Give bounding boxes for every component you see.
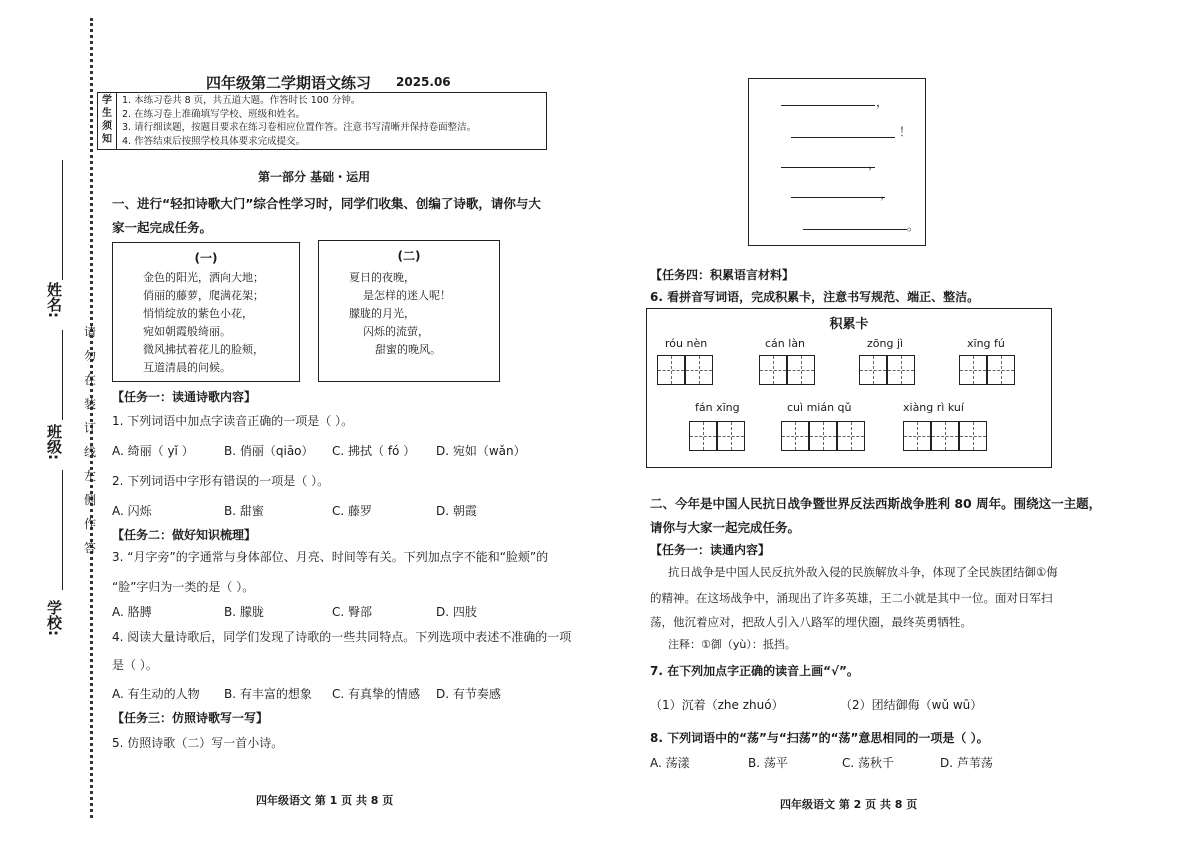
q4-option-d: D. 有节奏感: [436, 687, 501, 701]
poem-2-title: (二): [397, 249, 421, 263]
write-cell[interactable]: [887, 355, 915, 385]
poem-line: 是怎样的迷人呢！: [363, 289, 451, 302]
poem-line: 俏丽的藤萝，爬满花架；: [143, 289, 264, 302]
q2-option-a: A. 闪烁: [112, 504, 152, 518]
frame-punct: 。: [907, 219, 920, 233]
q3-option-b: B. 朦胧: [224, 605, 264, 619]
card-title: 积累卡: [829, 317, 869, 332]
write-cell[interactable]: [689, 421, 717, 451]
student-notes: [97, 92, 547, 150]
poem-line: 互道清晨的问候。: [143, 361, 231, 374]
school-line: [62, 470, 63, 590]
q7-item-2: （2）团结御侮（wǔ wū）: [840, 698, 983, 712]
q2-option-b: B. 甜蜜: [224, 504, 264, 518]
pinyin-zong-ji: zōng jì: [867, 337, 904, 350]
q1-option-b: B. 俏丽（qiāo）: [224, 444, 314, 458]
pinyin-can-lan: cán làn: [765, 337, 806, 350]
question-4-line1: 4. 阅读大量诗歌后，同学们发现了诗歌的一些共同特点。下列选项中表述不准确的一项: [112, 630, 572, 644]
question-8: 8. 下列词语中的“荡”与“扫荡”的“荡”意思相同的一项是（ ）。: [650, 731, 989, 745]
q7-item-1: （1）沉着（zhe zhuó）: [650, 698, 784, 712]
write-cell[interactable]: [837, 421, 865, 451]
question-7: 7. 在下列加点字正确的读音上画“√”。: [650, 664, 859, 678]
poem-line: 微风拂拭着花儿的脸颊，: [143, 343, 264, 356]
name-label: 姓名:: [45, 282, 63, 318]
task-3-label: 【任务三：仿照诗歌写一写】: [112, 711, 269, 725]
poem-line: 宛如朝霞般绮丽。: [143, 325, 231, 338]
q8-option-a: A. 荡漾: [650, 756, 690, 770]
answer-blank[interactable]: [781, 167, 875, 168]
write-cell[interactable]: [959, 355, 987, 385]
binding-warning: 请 勿 在 装 订 线 左 侧 作 答: [83, 325, 96, 555]
write-cell[interactable]: [859, 355, 887, 385]
write-cell[interactable]: [903, 421, 931, 451]
poem-line: 金色的阳光，洒向大地；: [143, 271, 264, 284]
section-2-task-1: 【任务一：读通内容】: [650, 543, 771, 557]
q4-option-b: B. 有丰富的想象: [224, 687, 312, 701]
question-5: 5. 仿照诗歌（二）写一首小诗。: [112, 736, 284, 750]
passage-line2: 的精神。在这场战争中，涌现出了许多英雄，王二小就是其中一位。面对日军扫: [650, 591, 1053, 605]
q8-option-c: C. 荡秋千: [842, 756, 895, 770]
school-label: 学校:: [45, 600, 63, 636]
q1-option-d: D. 宛如（wǎn）: [436, 444, 526, 458]
section-2-line1: 二、今年是中国人民抗日战争暨世界反法西斯战争胜利 80 周年。围绕这一主题，: [650, 496, 1102, 511]
exam-date: 2025.06: [396, 75, 451, 89]
answer-blank[interactable]: [791, 137, 895, 138]
poem-1-title: (一): [194, 251, 218, 265]
exam-title: 四年级第二学期语文练习: [206, 74, 372, 92]
pinyin-fan-xing: fán xīng: [695, 401, 740, 414]
part1-heading: 第一部分 基础・运用: [258, 170, 371, 184]
answer-blank[interactable]: [781, 105, 875, 106]
passage-footnote: 注释：①御（yù）：抵挡。: [668, 638, 796, 651]
q4-option-c: C. 有真挚的情感: [332, 687, 421, 701]
question-1: 1. 下列词语中加点字读音正确的一项是（ ）。: [112, 414, 354, 428]
task-1-label: 【任务一：读通诗歌内容】: [112, 390, 257, 404]
class-line: [62, 330, 63, 420]
class-label: 班级:: [45, 424, 63, 460]
q3-option-c: C. 臀部: [332, 605, 373, 619]
question-6: 6. 看拼音写词语，完成积累卡，注意书写规范、端正、整洁。: [650, 290, 980, 304]
poem-line: 闪烁的流萤，: [363, 325, 429, 338]
page-1-footer: 四年级语文 第 1 页 共 8 页: [256, 794, 394, 807]
q-intro-line1: 一、进行“轻扣诗歌大门”综合性学习时，同学们收集、创编了诗歌，请你与大: [112, 196, 541, 211]
frame-punct: ，: [880, 187, 893, 201]
write-cell[interactable]: [959, 421, 987, 451]
passage-line3: 荡，他沉着应对，把敌人引入八路军的埋伏圈，最终英勇牺牲。: [650, 615, 972, 629]
write-cell[interactable]: [781, 421, 809, 451]
name-line: [62, 160, 63, 280]
section-2-line2: 请你与大家一起完成任务。: [650, 520, 801, 535]
vocabulary-card: [646, 308, 1052, 468]
q8-option-d: D. 芦苇荡: [940, 756, 993, 770]
q1-option-c: C. 拂拭（ fó ）: [332, 444, 416, 458]
q4-option-a: A. 有生动的人物: [112, 687, 200, 701]
write-cell[interactable]: [787, 355, 815, 385]
q2-option-c: C. 藤罗: [332, 504, 373, 518]
question-3-line1: 3. “月字旁”的字通常与身体部位、月亮、时间等有关。下列加点字不能和“脸颊”的: [112, 550, 549, 564]
write-cell[interactable]: [987, 355, 1015, 385]
pinyin-cui-mian-qu: cuì mián qǔ: [787, 401, 852, 414]
answer-blank[interactable]: [791, 197, 885, 198]
q8-option-b: B. 荡平: [748, 756, 788, 770]
task-4-label: 【任务四：积累语言材料】: [650, 268, 795, 282]
q3-option-d: D. 四肢: [436, 605, 477, 619]
q2-option-d: D. 朝霞: [436, 504, 477, 518]
pinyin-rou-nen: róu nèn: [665, 337, 708, 350]
q1-option-a: A. 绮丽（ yǐ ）: [112, 444, 194, 458]
notes-label: 学 生 须 知: [98, 93, 117, 150]
pinyin-xiang-ri-kui: xiàng rì kuí: [903, 401, 964, 414]
poem-line: 甜蜜的晚风。: [375, 343, 441, 356]
answer-blank[interactable]: [803, 229, 907, 230]
question-3-line2: “脸”字归为一类的是（ ）。: [112, 580, 255, 594]
write-cell[interactable]: [685, 355, 713, 385]
question-2: 2. 下列词语中字形有错误的一项是（ ）。: [112, 474, 330, 488]
poem-box-2: [318, 240, 500, 382]
write-cell[interactable]: [717, 421, 745, 451]
frame-punct: ，: [868, 157, 881, 171]
question-4-line2: 是（ ）。: [112, 658, 158, 672]
pinyin-xing-fu: xīng fú: [967, 337, 1005, 350]
q3-option-a: A. 胳膊: [112, 605, 152, 619]
poem-line: 悄悄绽放的紫色小花，: [143, 307, 253, 320]
poem-box-1: [112, 242, 300, 382]
poem-line: 朦胧的月光，: [349, 307, 415, 320]
write-cell[interactable]: [657, 355, 685, 385]
poem-writing-frame: [748, 78, 926, 246]
notes-list: 1. 本练习卷共 8 页，共五道大题。作答时长 100 分钟。 2. 在练习卷上准确填写学校、班级和姓名。 3. 请行细读题，按题目要求在练习卷相应位置作答。注意书写清晰并保持卷面整洁。 4. 作答结束后按照学校具体要求完成提交。: [122, 95, 477, 147]
write-cell[interactable]: [759, 355, 787, 385]
frame-punct: ！: [899, 125, 912, 139]
frame-punct: ，: [876, 95, 889, 109]
q-intro-line2: 家一起完成任务。: [112, 220, 213, 235]
passage-line1: 抗日战争是中国人民反抗外敌入侵的民族解放斗争，体现了全民族团结御①侮: [668, 565, 1058, 579]
poem-line: 夏日的夜晚，: [349, 271, 415, 284]
write-cell[interactable]: [931, 421, 959, 451]
write-cell[interactable]: [809, 421, 837, 451]
page-2-footer: 四年级语文 第 2 页 共 8 页: [780, 798, 918, 811]
task-2-label: 【任务二：做好知识梳理】: [112, 528, 257, 542]
